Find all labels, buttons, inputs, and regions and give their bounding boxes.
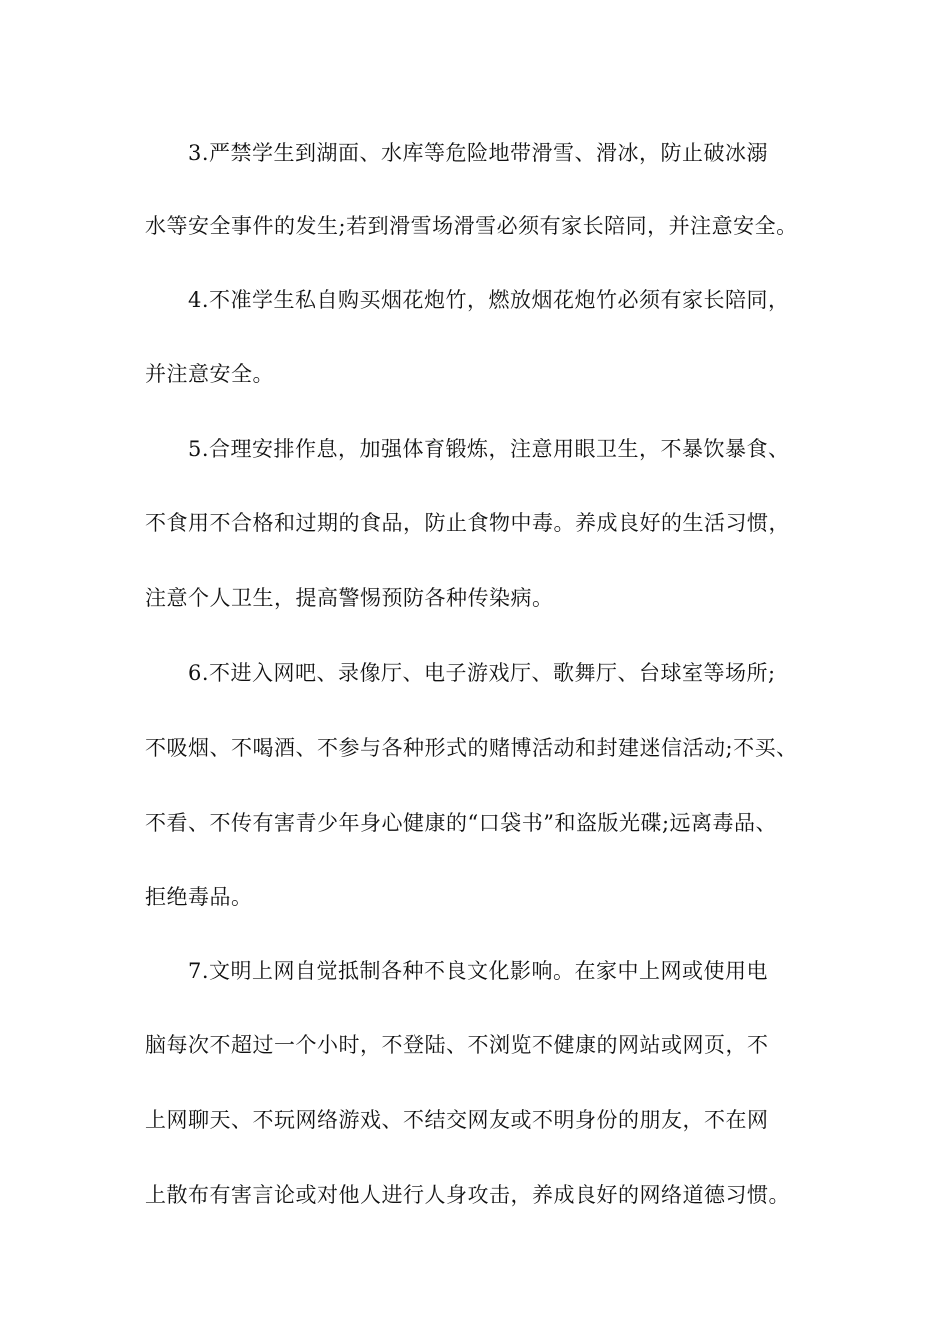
paragraph-5-line-2: 不食用不合格和过期的食品，防止食物中毒。养成良好的生活习惯， bbox=[145, 511, 790, 535]
paragraph-6-line-3: 不看、不传有害青少年身心健康的“口袋书”和盗版光碟;远离毒品、 bbox=[145, 811, 778, 835]
paragraph-3-line-1: 3.严禁学生到湖面、水库等危险地带滑雪、滑冰，防止破冰溺 bbox=[188, 141, 769, 165]
paragraph-3-line-2: 水等安全事件的发生;若到滑雪场滑雪必须有家长陪同，并注意安全。 bbox=[145, 214, 798, 238]
paragraph-4-line-1: 4.不准学生私自购买烟花炮竹，燃放烟花炮竹必须有家长陪同， bbox=[188, 288, 790, 312]
paragraph-6-line-1: 6.不进入网吧、录像厅、电子游戏厅、歌舞厅、台球室等场所; bbox=[188, 661, 776, 685]
paragraph-7-line-2: 脑每次不超过一个小时，不登陆、不浏览不健康的网站或网页，不 bbox=[145, 1033, 769, 1057]
paragraph-5-line-3: 注意个人卫生，提高警惕预防各种传染病。 bbox=[145, 586, 554, 610]
paragraph-7-line-1: 7.文明上网自觉抵制各种不良文化影响。在家中上网或使用电 bbox=[188, 959, 769, 983]
paragraph-6-line-4: 拒绝毒品。 bbox=[145, 885, 253, 909]
paragraph-7-line-3: 上网聊天、不玩网络游戏、不结交网友或不明身份的朋友，不在网 bbox=[145, 1108, 769, 1132]
paragraph-7-line-4: 上散布有害言论或对他人进行人身攻击，养成良好的网络道德习惯。 bbox=[145, 1183, 790, 1207]
paragraph-6-line-2: 不吸烟、不喝酒、不参与各种形式的赌博活动和封建迷信活动;不买、 bbox=[145, 736, 798, 760]
paragraph-5-line-1: 5.合理安排作息，加强体育锻炼，注意用眼卫生，不暴饮暴食、 bbox=[188, 437, 790, 461]
paragraph-4-line-2: 并注意安全。 bbox=[145, 362, 274, 386]
